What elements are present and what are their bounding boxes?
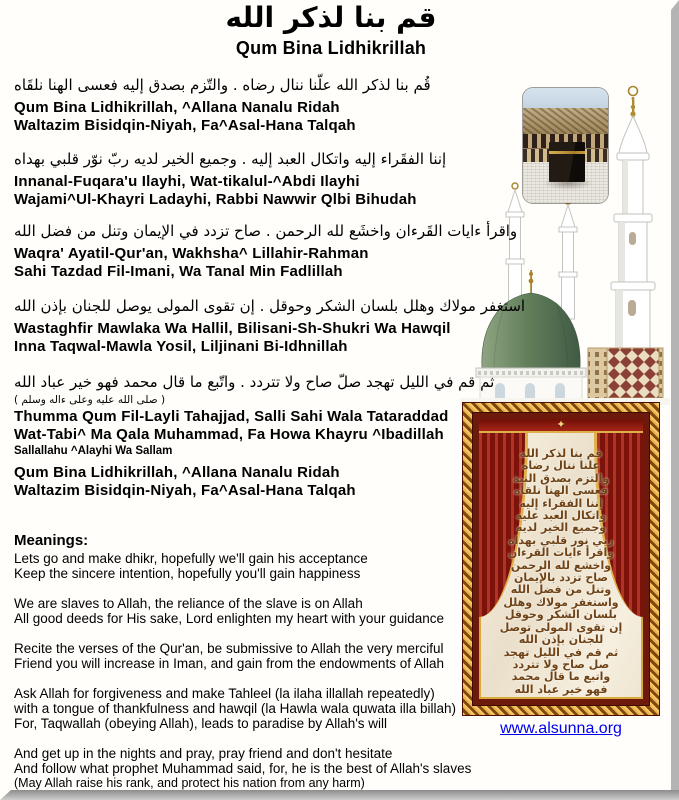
panel-arabic-line: علنا ننال رضاه: [521, 459, 601, 473]
verse-3: [14, 220, 517, 281]
panel-arabic-line: وتنل من فضل الله: [510, 583, 612, 597]
refrain-line: Waltazim Bisidqin-Niyah, Fa^Asal-Hana Talqah: [14, 482, 356, 499]
panel-arabic-line: واتبع ما قال محمد: [511, 670, 611, 684]
kaaba-photo: [523, 88, 608, 203]
verse-5: [14, 371, 494, 459]
star-ornament-icon: ✦: [556, 419, 566, 431]
page-title-arabic: قم بنا لذكر الله: [225, 1, 437, 34]
verse-transliteration-line: Wajami^Ul-Khayri Ladayhi, Rabbi Nawwir Qlbi Bihudah: [14, 191, 417, 208]
meaning-line: For, Taqwallah (obeying Allah), leads to paradise by Allah's will: [14, 716, 388, 731]
alsunna-link[interactable]: www.alsunna.org: [500, 720, 622, 737]
page-edge-bevel-bottom: [0, 790, 679, 800]
meaning-line: Keep the sincere intention, hopefully you'll gain happiness: [14, 566, 361, 581]
meaning-line: And follow what prophet Muhammad said, for, he is the best of Allah's slaves: [14, 761, 472, 776]
verse-arabic-line: استغفر مولاك وهلل بلسان الشكر وحوقل . إن تقوى المولى يوصل للجنان بإذن الله: [14, 297, 526, 315]
verse-transliteration-line: Wat-Tabi^ Ma Qala Muhammad, Fa Howa Khayru ^Ibadillah: [14, 426, 444, 443]
verse-transliteration-line: Inna Taqwal-Mawla Yosil, Liljinani Bi-Idhnillah: [14, 338, 348, 355]
panel-arabic-line: قم بنا لذكر الله: [519, 447, 603, 460]
panel-arabic-line: صاح تزدد بالإيمان: [513, 571, 609, 585]
verse-arabic-line: واقرأ ءايات القَرءان واخشَع لله الرحمن . صاح تزدد في الإيمان وتنل من فضل الله: [14, 222, 518, 240]
gold-ornate-border: [462, 402, 660, 716]
meaning-line: Ask Allah for forgiveness and make Tahleel (la ilaha illallah repeatedly): [14, 686, 435, 701]
meanings-heading: Meanings:: [14, 532, 89, 549]
panel-arabic-line: واقرأ ءايات القرءان: [507, 546, 615, 560]
salawat-arabic-small: ( صلى الله عليه وعلى ءاله وسلم ): [14, 394, 166, 406]
photo-sky: [523, 88, 608, 108]
panel-arabic-line: للجنان بإذن الله: [518, 633, 604, 647]
verse-transliteration-line: Innanal-Fuqara'u Ilayhi, Wat-tikalul-^Abdi Ilayhi: [14, 173, 360, 190]
panel-arabic-line: والتزم بصدق النية: [512, 471, 610, 485]
crescent-icon: [512, 183, 518, 189]
panel-arabic-text: [483, 448, 639, 696]
meaning-line: All good deeds for His sake, Lord enlighten my heart with your guidance: [14, 611, 444, 626]
minaret-large: [607, 87, 659, 399]
verse-transliteration-line: Waltazim Bisidqin-Niyah, Fa^Asal-Hana Talqah: [14, 117, 356, 134]
panel-arabic-line: واتكال العبد عليه: [515, 509, 607, 523]
verse-transliteration-line: Thumma Qum Fil-Layli Tahajjad, Salli Sahi Wala Tataraddad: [14, 408, 449, 425]
refrain-line: Qum Bina Lidhikrillah, ^Allana Nanalu Ridah: [14, 464, 340, 481]
framed-lyrics-art-panel: [462, 402, 660, 716]
panel-arabic-line: إن تقوى المولى توصل: [499, 620, 623, 634]
verse-transliteration-line: Wastaghfir Mawlaka Wa Hallil, Bilisani-Sh-Shukri Wa Hawqil: [14, 320, 451, 337]
meaning-line: And get up in the nights and pray, pray friend and don't hesitate: [14, 746, 393, 761]
meanings-section: [14, 533, 471, 791]
page-edge-bevel-right: [671, 0, 679, 790]
panel-arabic-line: فعسى الهنا نلقاه: [513, 484, 609, 498]
refrain: [14, 464, 356, 500]
verse-transliteration-line: Waqra' Ayatil-Qur'an, Wakhsha^ Lillahir-Rahman: [14, 245, 369, 262]
panel-arabic-line: واستغفر مولاك وهلل: [503, 595, 619, 609]
verse-1: [14, 74, 431, 135]
kaaba-cube: [549, 142, 585, 182]
verse-arabic-line: قُم بنا لذكر الله علّنا ننال رضاه . والتّزم بصدق إليه فعسى الهنا نلقَاه: [14, 76, 431, 94]
kiswah-gold-band: [549, 151, 585, 154]
meaning-line: (May Allah raise his rank, and protect his nation from any harm): [14, 776, 365, 790]
panel-arabic-line: وجميع الخير لديه: [515, 521, 607, 535]
meaning-line: with a tongue of thankfulness and hawqil (la Hawla wala quwata illa billah): [14, 701, 457, 716]
panel-arabic-line: ربي نور قلبي بهداه: [508, 533, 614, 547]
panel-arabic-line: فهو خير عباد الله: [514, 682, 608, 696]
meaning-line: Friend you will increase in Iman, and gain from the endowments of Allah: [14, 656, 444, 671]
verse-arabic-line: ثم قم في الليل تهجد صلّ صاح ولا تتردد . واتّبع ما قال محمد فهو خير عباد الله: [14, 373, 495, 391]
panel-arabic-line: واخشع لله الرحمن: [510, 558, 612, 572]
panel-arabic-line: بلسان الشكر وحوقل: [504, 608, 617, 622]
meaning-line: We are slaves to Allah, the reliance of the slave is on Allah: [14, 596, 363, 611]
panel-arabic-line: صل صاح ولا تتردد: [512, 657, 610, 671]
panel-inner: [473, 413, 649, 705]
verse-4: [14, 295, 525, 356]
panel-arabic-line: إننا الفقراء إليه: [519, 496, 603, 510]
salawat-transliteration-small: Sallallahu ^Alayhi Wa Sallam: [14, 445, 173, 457]
meaning-line: Recite the verses of the Qur'an, be submissive to Allah the very merciful: [14, 641, 444, 656]
verse-arabic-line: إننا الفقَراء إليه واتكال العبد إليه . وجميع الخير لديه ربّ نوّر قلبي بهداه: [14, 150, 447, 168]
verse-transliteration-line: Qum Bina Lidhikrillah, ^Allana Nanalu Ridah: [14, 99, 340, 116]
panel-arabic-line: ثم قم في الليل تهجد: [503, 645, 619, 659]
meaning-line: Lets go and make dhikr, hopefully we'll gain his acceptance: [14, 551, 368, 566]
page-title: Qum Bina Lidhikrillah: [235, 38, 427, 58]
minaret-small-mid: [559, 198, 577, 319]
crescent-icon: [629, 87, 638, 96]
site-link-wrap: [462, 719, 660, 739]
verse-2: [14, 148, 446, 209]
photo-hillside: [523, 108, 608, 134]
verse-transliteration-line: Sahi Tazdad Fil-Imani, Wa Tanal Min Fadlillah: [14, 263, 343, 280]
